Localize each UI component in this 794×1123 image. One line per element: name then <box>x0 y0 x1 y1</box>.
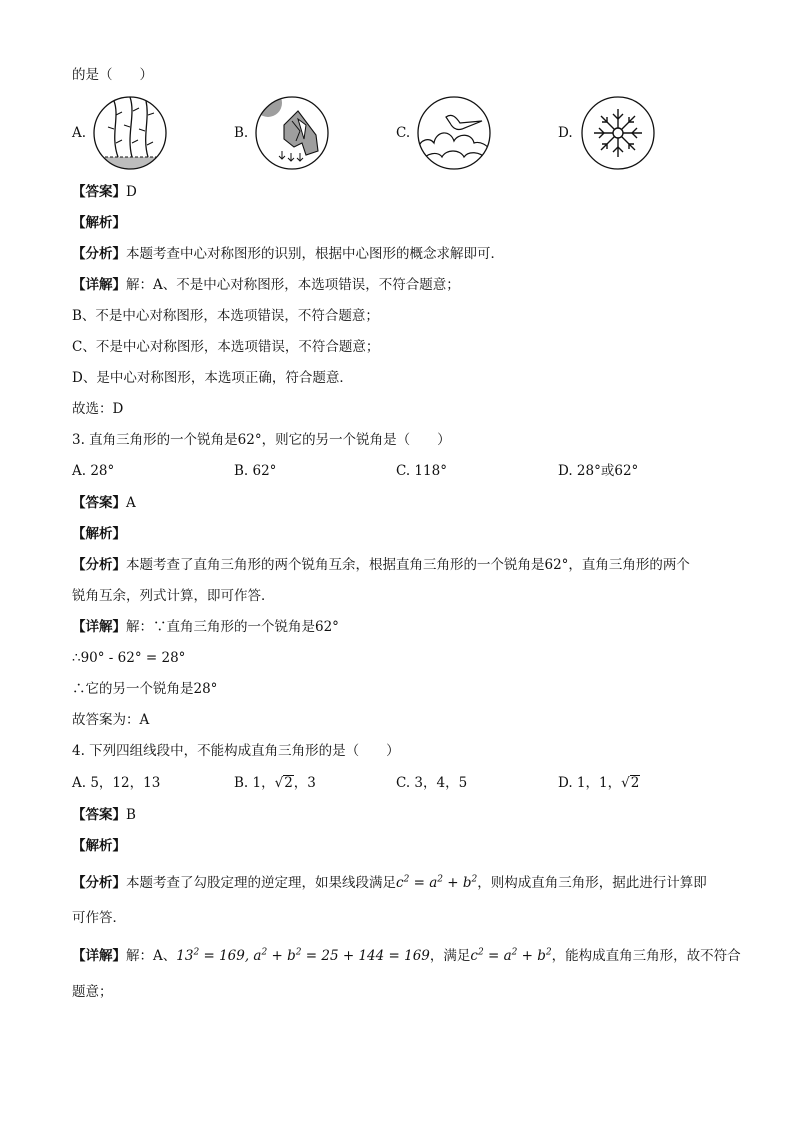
q4-analysis-tag: 【解析】 <box>72 838 126 854</box>
q2-detail-1 <box>72 276 460 294</box>
q3-option-b: B. 62° <box>234 463 277 479</box>
fenxi-text: 本题考查了直角三角形的两个锐角互余，根据直角三角形的一个锐角是62°，直角三角形的两个 <box>126 557 690 573</box>
q3-fenxi-2: 锐角互余，列式计算，即可作答． <box>72 588 275 604</box>
option-b-suffix: ，3 <box>293 775 316 791</box>
detail-pre: 解：A、 <box>126 948 177 964</box>
q4-detail-1 <box>72 947 741 965</box>
answer-value: B <box>126 807 136 823</box>
q2-option-a-label: A. <box>72 125 87 141</box>
q3-option-c: C. 118° <box>396 463 447 479</box>
q2-option-b-label: B. <box>234 125 249 141</box>
q4-option-c: C. 3，4，5 <box>396 775 468 791</box>
formula-pythagoras: $c^2 = a^2 + b^2$ <box>470 947 552 964</box>
answer-value: A <box>126 495 136 511</box>
q3-conclusion: 故答案为：A <box>72 712 150 728</box>
q2-analysis-tag: 【解析】 <box>72 215 126 231</box>
fenxi-tag: 【分析】 <box>72 246 126 262</box>
q4-fenxi-2: 可作答． <box>72 910 126 926</box>
q3-option-a: A. 28° <box>72 463 115 479</box>
q2-option-c-label: C. <box>396 125 411 141</box>
formula-calc: $13^2 = 169$, $a^2 + b^2 = 25 + 144 = 169$ <box>176 947 430 964</box>
q3-detail-3: ∴它的另一个锐角是28° <box>72 681 218 697</box>
q2-option-d-label: D. <box>558 125 573 141</box>
q2-detail-3: C、不是中心对称图形，本选项错误，不符合题意； <box>72 339 380 355</box>
radicand: 2 <box>284 775 293 791</box>
answer-tag: 【答案】 <box>72 184 126 200</box>
hand-arrows-figure-icon <box>254 95 330 171</box>
q3-option-d: D. 28°或62° <box>558 463 639 479</box>
fenxi-tag: 【分析】 <box>72 875 126 891</box>
q3-stem: 3. 直角三角形的一个锐角是62°，则它的另一个锐角是（ ） <box>72 432 451 448</box>
answer-tag: 【答案】 <box>72 807 126 823</box>
radicand: 2 <box>630 775 640 791</box>
formula-pythagoras: $c^2 = a^2 + b^2$ <box>396 874 478 891</box>
bird-clouds-figure-icon <box>416 95 492 171</box>
detail-mid: ，满足 <box>429 948 471 964</box>
q4-option-b <box>234 774 316 792</box>
q3-fenxi-1 <box>72 556 690 574</box>
sqrt-icon: √ <box>621 775 630 791</box>
q3-detail-2: ∴90° - 62° = 28° <box>72 650 186 666</box>
q3-answer <box>72 494 136 512</box>
detail-text: 解：A、不是中心对称图形，本选项错误，不符合题意； <box>126 277 460 293</box>
xiangjie-tag: 【详解】 <box>72 948 126 964</box>
xiangjie-tag: 【详解】 <box>72 277 126 293</box>
q4-detail-2: 题意； <box>72 984 113 1000</box>
detail-post: ，能构成直角三角形，故不符合 <box>551 948 741 964</box>
bamboo-figure-icon <box>92 95 168 171</box>
snowflake-figure-icon <box>580 95 656 171</box>
q3-analysis-tag: 【解析】 <box>72 526 126 542</box>
q2-stem-tail: 的是（ ） <box>72 67 153 83</box>
answer-value: D <box>126 184 137 200</box>
q4-fenxi-1 <box>72 874 707 892</box>
answer-tag: 【答案】 <box>72 495 126 511</box>
q2-fenxi <box>72 245 504 263</box>
detail-text: 解：∵直角三角形的一个锐角是62° <box>126 619 339 635</box>
q2-conclusion: 故选：D <box>72 401 124 417</box>
q3-detail-1 <box>72 618 339 636</box>
q2-detail-2: B、不是中心对称图形，本选项错误，不符合题意； <box>72 308 379 324</box>
sqrt-icon: √ <box>274 775 284 791</box>
q4-stem: 4. 下列四组线段中，不能构成直角三角形的是（ ） <box>72 743 400 759</box>
option-b-prefix: B. 1， <box>234 775 275 791</box>
fenxi-tag: 【分析】 <box>72 557 126 573</box>
fenxi-text: 本题考查中心对称图形的识别，根据中心图形的概念求解即可． <box>126 246 504 262</box>
q4-option-a: A. 5，12，13 <box>72 775 161 791</box>
fenxi-post: ，则构成直角三角形，据此进行计算即 <box>477 875 707 891</box>
q2-answer <box>72 183 137 201</box>
q2-detail-4: D、是中心对称图形，本选项正确，符合题意． <box>72 370 353 386</box>
q4-answer <box>72 806 136 824</box>
fenxi-pre: 本题考查了勾股定理的逆定理，如果线段满足 <box>126 875 396 891</box>
q4-option-d <box>558 774 640 792</box>
xiangjie-tag: 【详解】 <box>72 619 126 635</box>
option-d-prefix: D. 1，1， <box>558 775 622 791</box>
